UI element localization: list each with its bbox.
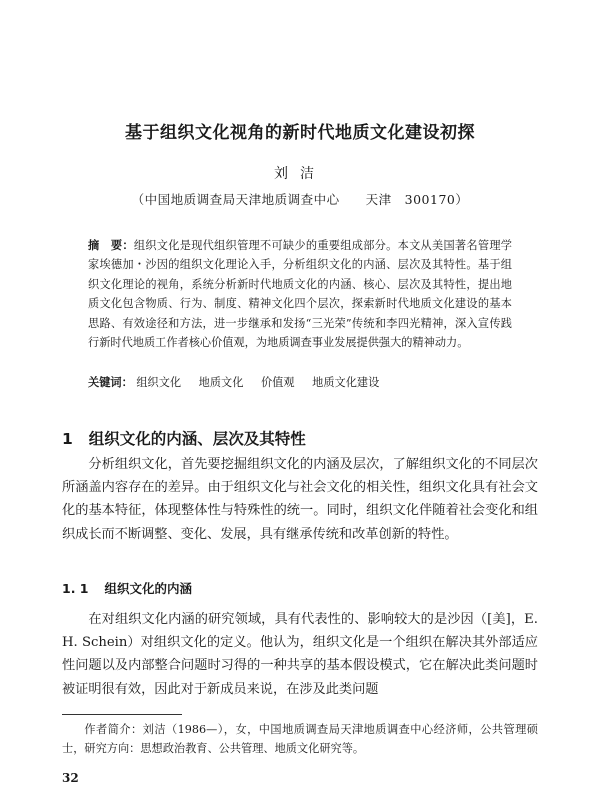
section-heading bbox=[62, 427, 306, 449]
subsection-heading bbox=[62, 579, 192, 597]
section-number: 1 bbox=[62, 430, 73, 448]
body-paragraph: 在对组织文化内涵的研究领域，具有代表性的、影响较大的是沙因（[美]，E. H. Schein）对组织文化的定义。他认为，组织文化是一个组织在解决其外部适应性问题以及内部整合问题时习得的一种共享的基本假设模式，它在解决此类问题时被证明很有效，因此对于新成员来说，在涉及此类问题 bbox=[62, 612, 538, 697]
keyword-item: 价值观 bbox=[260, 376, 295, 389]
keywords bbox=[88, 373, 512, 392]
author-footnote: 作者简介：刘洁（1986—），女，中国地质调查局天津地质调查中心经济师，公共管理硕士，研究方向：思想政治教育、公共管理、地质文化研究等。 bbox=[62, 723, 538, 755]
abstract bbox=[88, 236, 512, 352]
abstract-label: 摘 要： bbox=[88, 239, 134, 252]
keywords-label: 关键词： bbox=[88, 376, 133, 389]
subsection-title: 组织文化的内涵 bbox=[104, 581, 193, 596]
keyword-item: 组织文化 bbox=[136, 376, 182, 389]
article-title: 基于组织文化视角的新时代地质文化建设初探 bbox=[125, 123, 475, 143]
author-affiliation: （中国地质调查局天津地质调查中心 天津 300170） bbox=[131, 192, 469, 207]
keyword-item: 地质文化 bbox=[198, 376, 244, 389]
abstract-text: 组织文化是现代组织管理不可缺少的重要组成部分。本文从美国著名管理学家埃德加・沙因的组织文化理论入手，分析组织文化的内涵、层次及其特性。基于组织文化理论的视角，系统分析新时代地质文化的内涵、核心、层次及其特性，提出地质文化包含物质、行为、制度、精神文化四个层次，探索新时代地质文化建设的基本思路、有效途径和方法，进一步继承和发扬“三光荣”传统和李四光精神，深入宣传践行新时代地质工作者核心价值观，为地质调查事业发展提供强大的精神动力。 bbox=[88, 239, 512, 350]
keyword-item: 地质文化建设 bbox=[312, 376, 380, 389]
author-name: 刘洁 bbox=[274, 166, 326, 182]
page-number: 32 bbox=[62, 771, 79, 785]
subsection-number: 1. 1 bbox=[62, 581, 89, 596]
section-title: 组织文化的内涵、层次及其特性 bbox=[88, 430, 306, 448]
footnote-divider bbox=[62, 714, 182, 715]
body-paragraph: 分析组织文化，首先要挖掘组织文化的内涵及层次，了解组织文化的不同层次所涵盖内容存在的差异。由于组织文化与社会文化的相关性，组织文化具有社会文化的基本特征，体现整体性与特殊性的统一。同时，组织文化伴随着社会变化和组织成长而不断调整、变化、发展，具有继承传统和改革创新的特性。 bbox=[62, 457, 538, 542]
